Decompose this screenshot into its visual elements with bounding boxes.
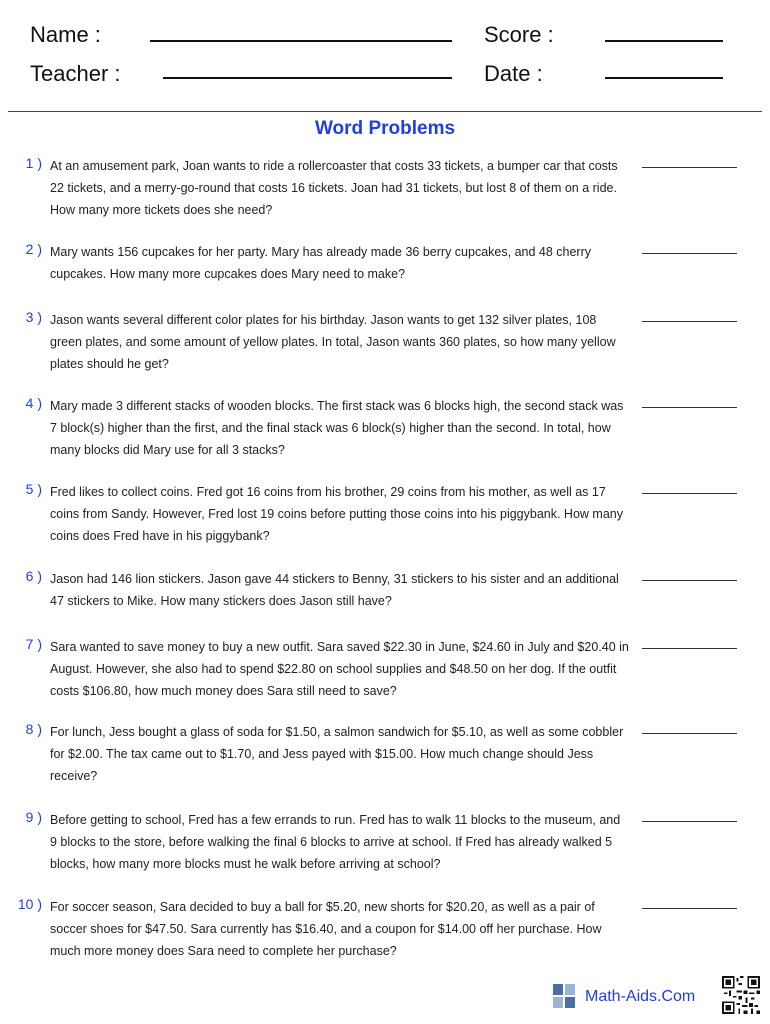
answer-blank[interactable] [642, 648, 737, 649]
problem-text: Sara wanted to save money to buy a new outfit. Sara saved $22.30 in June, $24.60 in July and $20.40 in August. However, she also had to spend $22.80 on school supplies and $48.50 on her dog. If the outfit costs $106.80, how much money does Sara still need to save? [50, 640, 629, 698]
problem-number: 3 ) [25, 309, 42, 325]
problem-number: 9 ) [25, 809, 42, 825]
problem-text: For soccer season, Sara decided to buy a ball for $5.20, new shorts for $20.20, as well as a pair of soccer shoes for $47.50. Sara currently has $16.40, and a coupon for $14.00 off her purchase. How much more money does Sara need to complete her purchase? [50, 900, 602, 958]
qr-code-icon [722, 976, 760, 1014]
date-label: Date : [484, 61, 543, 86]
problem-number: 7 ) [25, 636, 42, 652]
answer-blank[interactable] [642, 253, 737, 254]
problem-text: Mary made 3 different stacks of wooden blocks. The first stack was 6 blocks high, the second stack was 7 block(s) higher than the first, and the final stack was 6 block(s) higher than the second. In total, how many blocks did Mary use for all 3 stacks? [50, 399, 624, 457]
calculator-icon [553, 984, 575, 1008]
teacher-line[interactable] [163, 77, 452, 79]
answer-blank[interactable] [642, 580, 737, 581]
problem-number: 6 ) [25, 568, 42, 584]
problem-text: Fred likes to collect coins. Fred got 16 coins from his brother, 29 coins from his mother, as well as 17 coins from Sandy. However, Fred lost 19 coins before putting those coins into his piggybank. How many coins does Fred have in his piggybank? [50, 485, 623, 543]
score-label: Score : [484, 22, 554, 47]
problem-text: For lunch, Jess bought a glass of soda for $1.50, a salmon sandwich for $5.10, as well as some cobbler for $2.00. The tax came out to $1.70, and Jess payed with $15.00. How much change should Jess receive? [50, 725, 624, 783]
problem-number: 8 ) [25, 721, 42, 737]
problem-number: 10 ) [17, 896, 42, 912]
header-divider [8, 111, 762, 112]
problem-number: 5 ) [25, 481, 42, 497]
answer-blank[interactable] [642, 407, 737, 408]
answer-blank[interactable] [642, 321, 737, 322]
teacher-label: Teacher : [30, 61, 121, 86]
problem-text: Jason wants several different color plates for his birthday. Jason wants to get 132 silver plates, 108 green plates, and some amount of yellow plates. In total, Jason wants 360 plates, so how many yellow plates should he get? [50, 313, 616, 371]
problem-text: Before getting to school, Fred has a few errands to run. Fred has to walk 11 blocks to the museum, and 9 blocks to the store, before walking the final 6 blocks to arrive at school. If Fred has already walked 5 blocks, how many more blocks must he walk before arriving at school? [50, 813, 621, 871]
problem-text: Jason had 146 lion stickers. Jason gave 44 stickers to Benny, 31 stickers to his sister and an additional 47 stickers to Mike. How many stickers does Jason still have? [50, 572, 619, 608]
answer-blank[interactable] [642, 167, 737, 168]
problem-number: 1 ) [25, 155, 42, 171]
brand-link[interactable]: Math-Aids.Com [585, 988, 696, 1005]
problem-text: Mary wants 156 cupcakes for her party. Mary has already made 36 berry cupcakes, and 48 cherry cupcakes. How many more cupcakes does Mary need to make? [50, 245, 591, 281]
problem-number: 2 ) [25, 241, 42, 257]
problem-number: 4 ) [25, 395, 42, 411]
answer-blank[interactable] [642, 821, 737, 822]
answer-blank[interactable] [642, 493, 737, 494]
date-line[interactable] [605, 77, 723, 79]
answer-blank[interactable] [642, 908, 737, 909]
answer-blank[interactable] [642, 733, 737, 734]
name-label: Name : [30, 22, 101, 47]
problem-text: At an amusement park, Joan wants to ride a rollercoaster that costs 33 tickets, a bumper car that costs 22 tickets, and a merry-go-round that costs 16 tickets. Joan had 31 tickets, but lost 8 of them on a ride. How many more tickets does she need? [50, 159, 618, 217]
worksheet-title: Word Problems [314, 118, 456, 139]
score-line[interactable] [605, 40, 723, 42]
name-line[interactable] [150, 40, 452, 42]
